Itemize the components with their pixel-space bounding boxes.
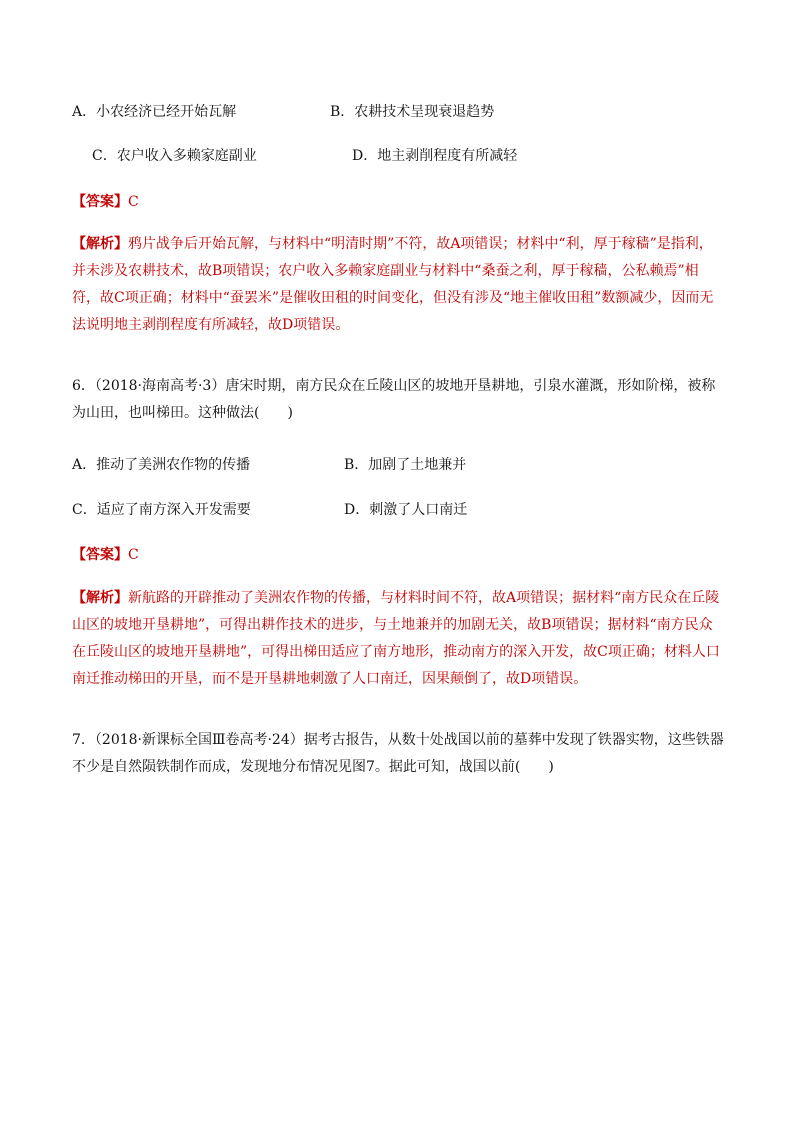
q7-stem: 7．（2018·新课标全国Ⅲ卷高考·24）据考古报告，从数十处战国以前的墓葬中发现了铁器实物，这些铁器不少是自然陨铁制作而成，发现地分布情况见图7。据此可知，战国以前( ): [72, 732, 724, 775]
analysis-tag: 【解析】: [72, 236, 128, 252]
q6-option-b: B．加剧了土地兼并: [344, 457, 467, 473]
answer-tag: 【答案】: [72, 194, 128, 210]
q6-option-d: D．刺激了人口南迁: [344, 502, 468, 518]
q6-analysis: [72, 585, 726, 693]
q5-option-b: B．农耕技术呈现衰退趋势: [330, 104, 495, 120]
q6-answer: [72, 545, 139, 565]
q5-answer: [72, 192, 139, 212]
answer-value: C: [128, 547, 139, 563]
analysis-text: 新航路的开辟推动了美洲农作物的传播，与材料时间不符，故A项错误；据材料“南方民众在丘陵山区的坡地开垦耕地”，可得出耕作技术的进步，与土地兼并的加剧无关，故B项错误；据材料“南方民众在丘陵山区的坡地开垦耕地”，可得出梯田适应了南方地形，推动南方的深入开发，故C项正确；材料人口南迁推动梯田的开垦，而不是开垦耕地刺激了人口南迁，因果颠倒了，故D项错误。: [72, 590, 720, 687]
answer-value: C: [128, 194, 139, 210]
q6-option-c: C．适应了南方深入开发需要: [72, 502, 251, 518]
analysis-tag: 【解析】: [72, 590, 128, 606]
q5-option-a: A．小农经济已经开始瓦解: [72, 104, 237, 120]
q5-option-d: D．地主剥削程度有所减轻: [352, 148, 518, 164]
q5-option-c: C．农户收入多赖家庭副业: [92, 148, 257, 164]
analysis-text: 鸦片战争后开始瓦解，与材料中“明清时期”不符，故A项错误；材料中“利，厚于稼穑”是指利，并未涉及农耕技术，故B项错误；农户收入多赖家庭副业与材料中“桑蚕之利，厚于稼穑，公私赖焉”相符，故C项正确；材料中“蚕罢米”是催收田租的时间变化，但没有涉及“地主催收田租”数额减少，因而无法说明地主剥削程度有所减轻，故D项错误。: [72, 236, 714, 333]
q6-stem: 6．（2018·海南高考·3）唐宋时期，南方民众在丘陵山区的坡地开垦耕地，引泉水灌溉，形如阶梯，被称为山田，也叫梯田。这种做法( ): [72, 378, 716, 421]
answer-tag: 【答案】: [72, 547, 128, 563]
q5-analysis: [72, 231, 726, 339]
q6-option-a: A．推动了美洲农作物的传播: [72, 457, 251, 473]
